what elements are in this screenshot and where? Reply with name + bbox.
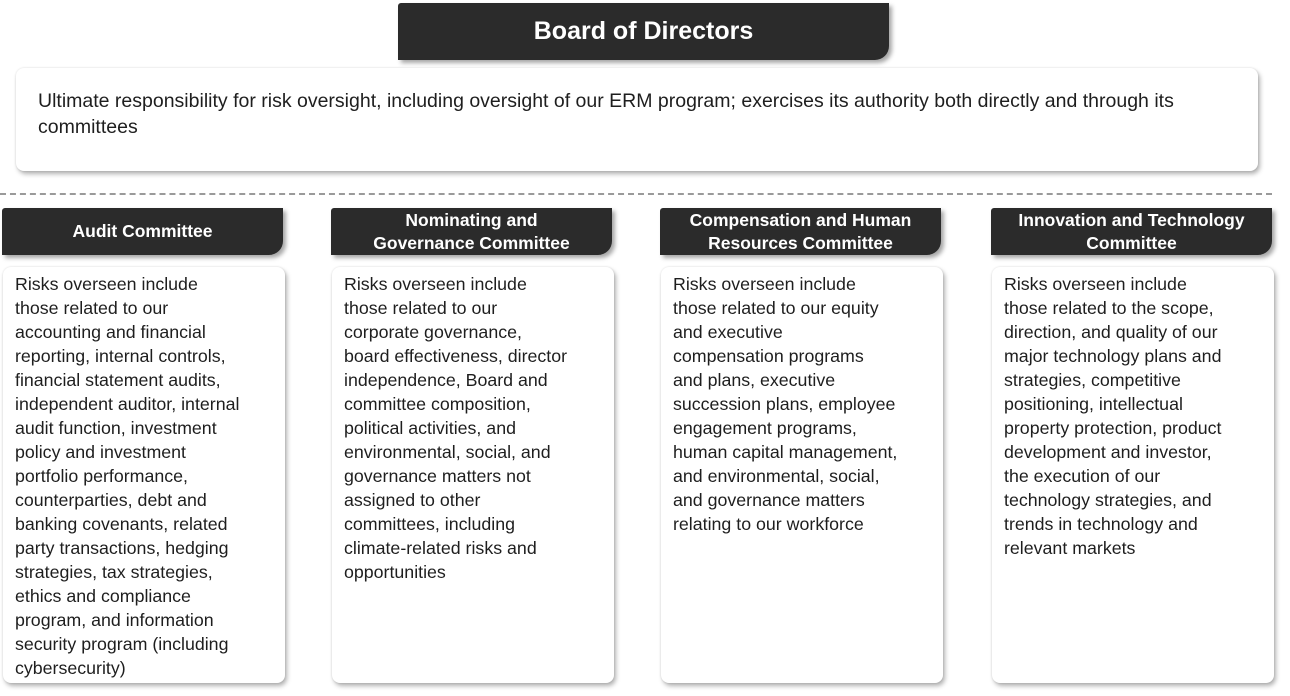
- board-description: Ultimate responsibility for risk oversight, including oversight of our ERM program; exercises its authority both directly and through its committees: [38, 90, 1174, 138]
- innovation-technology-committee-description: Risks overseen include those related to the scope, direction, and quality of our major technology plans and strategies, competitive positioning, intellectual property protection, product development and investor, the execution of our technology strategies, and trends in technology and relevant markets: [1004, 274, 1222, 558]
- nominating-governance-committee-box: [332, 267, 614, 683]
- dashed-divider: [0, 193, 1272, 195]
- audit-committee-box: [3, 267, 285, 683]
- audit-committee-title: Audit Committee: [72, 221, 213, 241]
- compensation-hr-committee-description: Risks overseen include those related to our equity and executive compensation programs and plans, executive succession plans, employee engagement programs, human capital management, and environmental, social, and governance matters relating to our workforce: [673, 274, 898, 534]
- audit-committee-header: [2, 208, 283, 255]
- compensation-hr-committee-header: [660, 208, 941, 255]
- nominating-governance-committee-header: [331, 208, 612, 255]
- audit-committee-description: Risks overseen include those related to our accounting and financial reporting, internal controls, financial statement audits, independent auditor, internal audit function, investment policy and investment portfolio performance, counterparties, debt and banking covenants, related party transactions, hedging strategies, tax strategies, ethics and compliance program, and information security program (including cybersecurity): [15, 274, 240, 678]
- board-description-box: [16, 68, 1258, 171]
- board-title: Board of Directors: [533, 17, 754, 45]
- compensation-hr-committee-box: [661, 267, 943, 683]
- compensation-hr-committee-title: Compensation and Human Resources Committee: [689, 209, 912, 253]
- innovation-technology-committee-header: [991, 208, 1272, 255]
- board-of-directors-header: [398, 3, 889, 60]
- nominating-governance-committee-description: Risks overseen include those related to our corporate governance, board effectiveness, director independence, Board and committee composition, political activities, and environmental, social, and governance matters not assigned to other committees, including climate-related risks and opportunities: [344, 274, 568, 582]
- innovation-technology-committee-title: Innovation and Technology Committee: [1018, 209, 1245, 253]
- innovation-technology-committee-box: [992, 267, 1274, 683]
- nominating-governance-committee-title: Nominating and Governance Committee: [373, 209, 570, 253]
